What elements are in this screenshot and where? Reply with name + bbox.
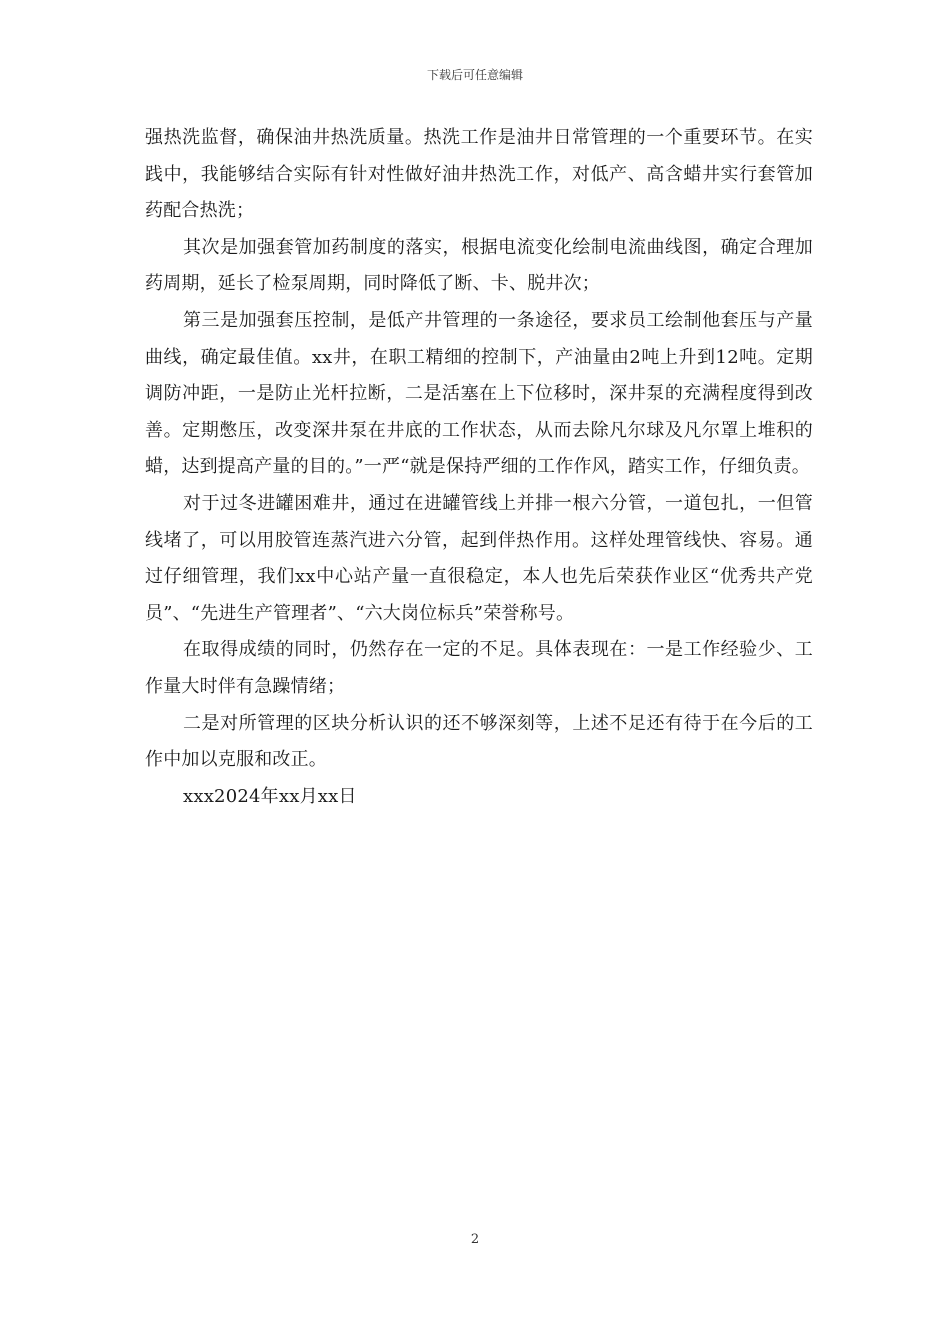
paragraph-1: 强热洗监督，确保油井热洗质量。热洗工作是油井日常管理的一个重要环节。在实践中，我能够结合实际有针对性做好油井热洗工作，对低产、高含蜡井实行套管加药配合热洗；	[145, 127, 813, 222]
paragraph-4: 对于过冬进罐困难井，通过在进罐管线上并排一根六分管，一道包扎，一但管线堵了，可以用胶管连蒸汽进六分管，起到伴热作用。这样处理管线快、容易。通过仔细管理，我们xx中心站产量一直很稳定，本人也先后荣获作业区“优秀共产党员”、“先进生产管理者”、“六大岗位标兵”荣誉称号。	[145, 492, 813, 624]
page-number: 2	[470, 1232, 480, 1247]
paragraph-6: 二是对所管理的区块分析认识的还不够深刻等，上述不足还有待于在今后的工作中加以克服和改正。	[145, 712, 813, 771]
paragraph-2: 其次是加强套管加药制度的落实，根据电流变化绘制电流曲线图，确定合理加药周期，延长了检泵周期，同时降低了断、卡、脱井次；	[145, 236, 813, 295]
document-body	[145, 120, 813, 815]
signature-date: xxx2024年xx月xx日	[183, 785, 357, 807]
page-header: 下载后可任意编辑	[426, 68, 523, 82]
paragraph-5: 在取得成绩的同时，仍然存在一定的不足。具体表现在：一是工作经验少、工作量大时伴有急躁情绪；	[145, 639, 813, 697]
paragraph-3: 第三是加强套压控制，是低产井管理的一条途径，要求员工绘制他套压与产量曲线，确定最佳值。xx井，在职工精细的控制下，产油量由2吨上升到12吨。定期调防冲距，一是防止光杆拉断，二是活塞在上下位移时，深井泵的充满程度得到改善。定期憋压，改变深井泵在井底的工作状态，从而去除凡尔球及凡尔罩上堆积的蜡，达到提高产量的目的。”一严“就是保持严细的工作作风，踏实工作，仔细负责。	[145, 309, 813, 478]
